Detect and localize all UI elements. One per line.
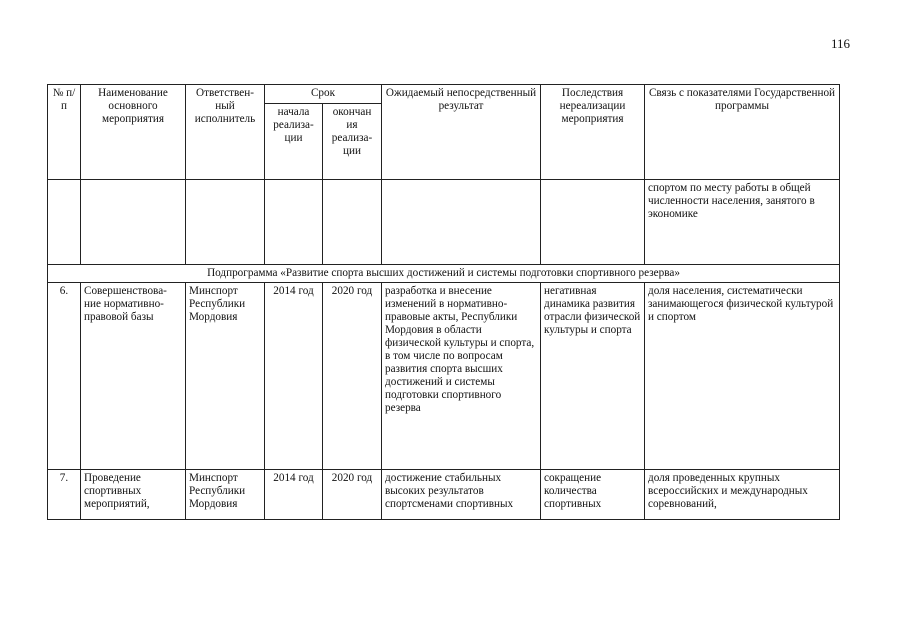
row-result: достижение стабильных высоких результатов спортсменами спортивных bbox=[382, 470, 541, 520]
row-responsible: Минспорт Республики Мордовия bbox=[186, 470, 265, 520]
row-name: Проведение спортивных мероприятий, bbox=[81, 470, 186, 520]
subprogram-row bbox=[48, 265, 840, 283]
page-number: 116 bbox=[830, 36, 850, 51]
header-term-end: окончан ия реализа-ции bbox=[323, 104, 382, 180]
table-cell bbox=[81, 180, 186, 265]
header-term-start: начала реализа-ции bbox=[265, 104, 323, 180]
row-consequences: сокращение количества спортивных bbox=[541, 470, 645, 520]
table-cell bbox=[48, 180, 81, 265]
row-indicators: доля населения, систематически занимающегося физической культурой и спортом bbox=[645, 283, 840, 470]
table-cell bbox=[541, 180, 645, 265]
table-row bbox=[48, 180, 840, 265]
table-row bbox=[48, 470, 840, 520]
subprogram-title: Подпрограмма «Развитие спорта высших достижений и системы подготовки спортивного резерва» bbox=[48, 265, 840, 283]
row-end: 2020 год bbox=[323, 470, 382, 520]
header-name: Наименование основного мероприятия bbox=[81, 85, 186, 180]
header-indicators: Связь с показателями Государственной программы bbox=[645, 85, 840, 180]
header-term: Срок bbox=[265, 85, 382, 104]
row-end: 2020 год bbox=[323, 283, 382, 470]
row-indicators: доля проведенных крупных всероссийских и международных соревнований, bbox=[645, 470, 840, 520]
row-name: Совершенствова-ние нормативно-правовой базы bbox=[81, 283, 186, 470]
header-responsible: Ответствен-ный исполнитель bbox=[186, 85, 265, 180]
row-num: 7. bbox=[48, 470, 81, 520]
table-cell-indicators: спортом по месту работы в общей численности населения, занятого в экономике bbox=[645, 180, 840, 265]
row-responsible: Минспорт Республики Мордовия bbox=[186, 283, 265, 470]
row-consequences: негативная динамика развития отрасли физической культуры и спорта bbox=[541, 283, 645, 470]
table-cell bbox=[186, 180, 265, 265]
table-row bbox=[48, 283, 840, 470]
row-num: 6. bbox=[48, 283, 81, 470]
table-cell bbox=[265, 180, 323, 265]
row-start: 2014 год bbox=[265, 283, 323, 470]
header-expected-result: Ожидаемый непосредственный результат bbox=[382, 85, 541, 180]
row-start: 2014 год bbox=[265, 470, 323, 520]
table-header-row bbox=[48, 85, 840, 104]
row-result: разработка и внесение изменений в нормативно-правовые акты, Республики Мордовия в области физической культуры и спорта, в том числе по вопросам развития спорта высших достижений и системы подготовки спортивного резерва bbox=[382, 283, 541, 470]
program-activities-table bbox=[47, 84, 840, 520]
table-cell bbox=[382, 180, 541, 265]
table-cell bbox=[323, 180, 382, 265]
header-num: № п/п bbox=[48, 85, 81, 180]
header-consequences: Последствия нереализации мероприятия bbox=[541, 85, 645, 180]
